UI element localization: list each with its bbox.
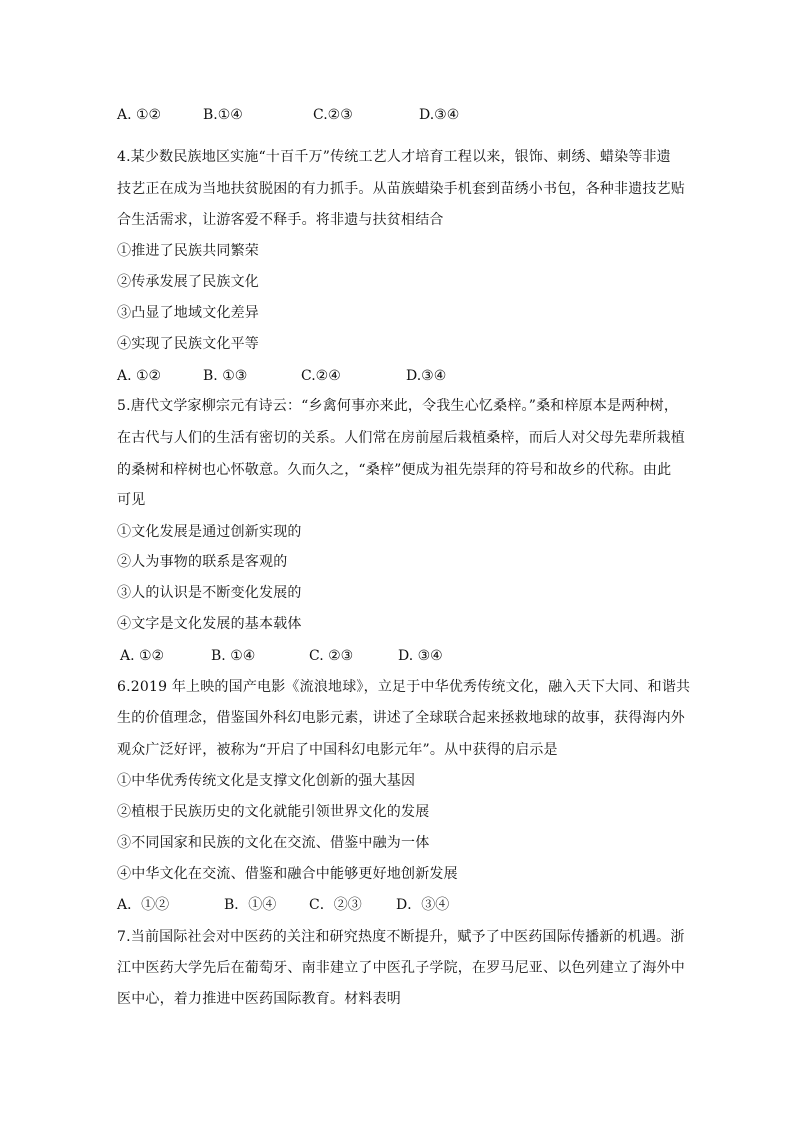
q5-option-b: B. ①④: [211, 648, 256, 664]
q5-statement: ①文化发展是通过创新实现的: [117, 524, 302, 540]
q4-option-a: A. ①②: [117, 368, 162, 384]
q6-statement: ②植根于民族历史的文化就能引领世界文化的发展: [117, 804, 430, 820]
q4-stem-line: 合生活需求，让游客爱不释手。将非遗与扶贫相结合: [117, 212, 444, 228]
q5-option-a: A. ①②: [120, 648, 165, 664]
q6-stem-line: 生的价值理念，借鉴国外科幻电影元素，讲述了全球联合起来拯救地球的故事，获得海内外: [117, 710, 685, 726]
q5-statement: ②人为事物的联系是客观的: [117, 554, 288, 570]
q4-stem-line: 4.某少数民族地区实施“十百千万”传统工艺人才培育工程以来，银饰、刺绣、蜡染等非遗: [117, 149, 671, 165]
q7-stem-line: 医中心，着力推进中医药国际教育。材料表明: [117, 991, 401, 1007]
q4-stem-line: 技艺正在成为当地扶贫脱困的有力抓手。从苗族蜡染手机套到苗绣小书包，各种非遗技艺贴: [117, 181, 685, 197]
q6-option-a: A．①②: [117, 897, 170, 913]
q6-options: [117, 895, 577, 915]
q3-option-c: C.②③: [313, 107, 353, 123]
q4-statement: ①推进了民族共同繁荣: [117, 243, 259, 259]
q5-statement: ③人的认识是不断变化发展的: [117, 585, 302, 601]
q5-statement: ④文字是文化发展的基本载体: [117, 616, 302, 632]
q4-option-b: B. ①③: [203, 368, 248, 384]
q7-stem-line: 江中医药大学先后在葡萄牙、南非建立了中医孔子学院，在罗马尼亚、以色列建立了海外中: [117, 960, 685, 976]
q4-statement: ③凸显了地域文化差异: [117, 305, 259, 321]
q5-options: [120, 646, 580, 666]
q7-stem-line: 7.当前国际社会对中医药的关注和研究热度不断提升，赋予了中医药国际传播新的机遇。浙: [117, 929, 685, 945]
q6-statement: ①中华优秀传统文化是支撑文化创新的强大基因: [117, 773, 416, 789]
q6-option-c: C．②③: [309, 897, 362, 913]
q6-statement: ④中华文化在交流、借鉴和融合中能够更好地创新发展: [117, 866, 458, 882]
q6-option-d: D．③④: [396, 897, 450, 913]
q6-statement: ③不同国家和民族的文化在交流、借鉴中融为一体: [117, 835, 430, 851]
q4-statement: ②传承发展了民族文化: [117, 274, 259, 290]
q3-option-a: A. ①②: [117, 107, 162, 123]
q3-options: [117, 105, 577, 125]
q3-option-b: B.①④: [203, 107, 243, 123]
q4-statement: ④实现了民族文化平等: [117, 336, 259, 352]
q6-stem-line: 6.2019 年上映的国产电影《流浪地球》，立足于中华优秀传统文化，融入天下大同、和谐共: [117, 679, 691, 695]
q5-stem-line: 5.唐代文学家柳宗元有诗云：“乡禽何事亦来此，令我生心忆桑梓。”桑和梓原本是两种树，: [117, 398, 679, 414]
q5-option-c: C. ②③: [309, 648, 354, 664]
q5-option-d: D. ③④: [398, 648, 443, 664]
q5-stem-line: 可见: [117, 492, 146, 508]
q5-stem-line: 的桑树和梓树也心怀敬意。久而久之，“桑梓”便成为祖先崇拜的符号和故乡的代称。由此: [117, 462, 672, 478]
q3-option-d: D.③④: [419, 107, 460, 123]
q6-stem-line: 观众广泛好评，被称为“开启了中国科幻电影元年”。从中获得的启示是: [117, 742, 558, 758]
q4-option-c: C.②④: [301, 368, 341, 384]
q5-stem-line: 在古代与人们的生活有密切的关系。人们常在房前屋后栽植桑梓，而后人对父母先辈所栽植: [117, 430, 685, 446]
q4-option-d: D.③④: [406, 368, 447, 384]
q4-options: [117, 366, 577, 386]
q6-option-b: B．①④: [224, 897, 277, 913]
